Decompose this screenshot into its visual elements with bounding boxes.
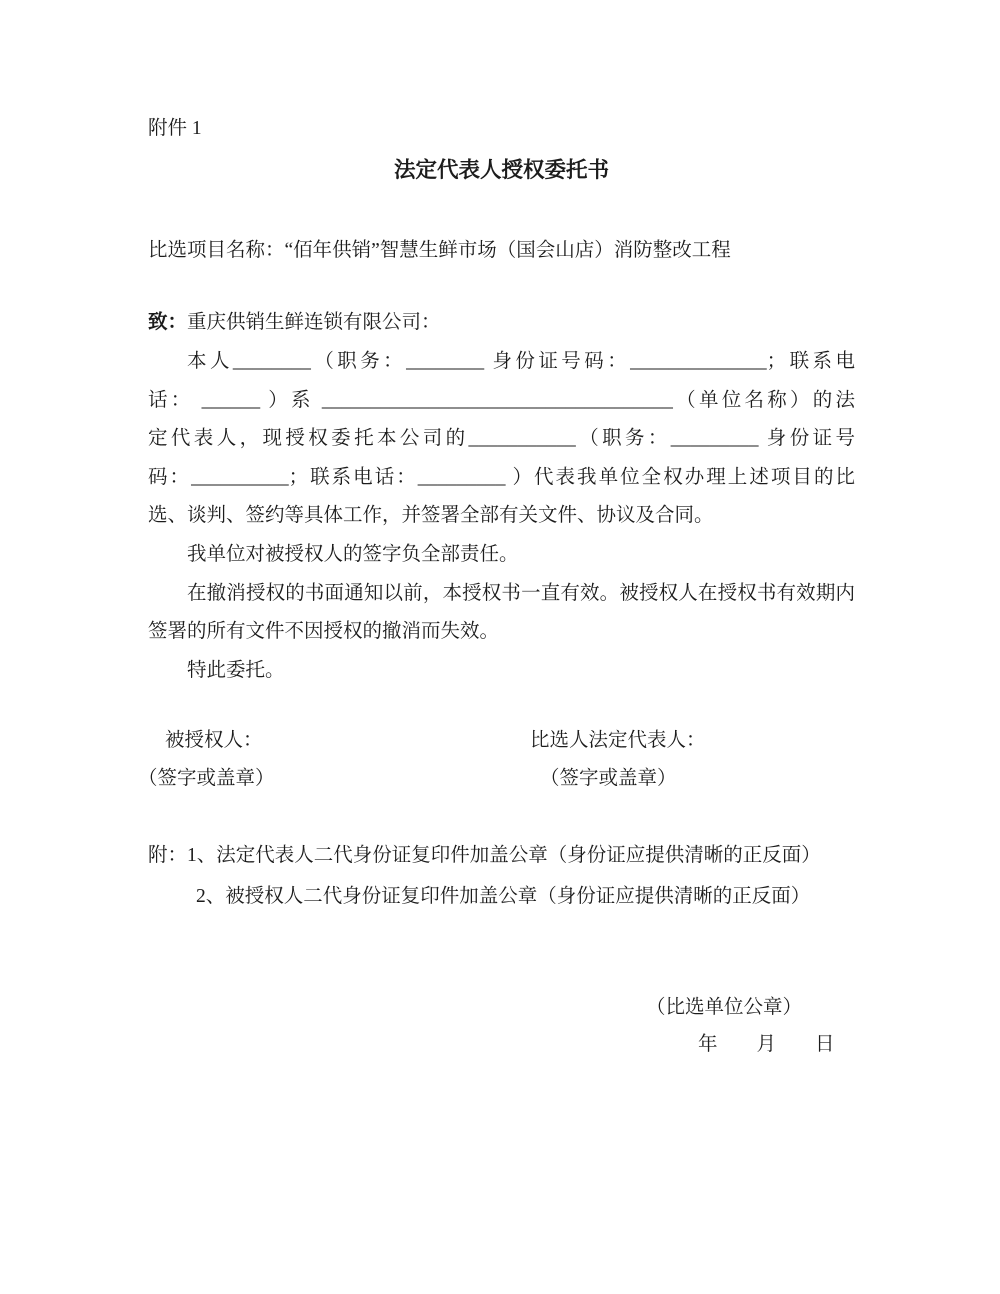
authorized-person-signature-note: （签字或盖章） [138, 768, 275, 790]
date-line: 年 月 日 [698, 1034, 835, 1056]
body-line: 在撤消授权的书面通知以前，本授权书一直有效。被授权人在授权书有效期内 [187, 582, 855, 604]
body-line: 定代表人，现授权委托本公司的___________（职务：_________ 身份证号 [148, 428, 855, 450]
body-line: 选、谈判、签约等具体工作，并签署全部有关文件、协议及合同。 [148, 505, 714, 527]
signature-block [138, 722, 855, 792]
stamp-note: （比选单位公章） [646, 997, 803, 1019]
attachment-notes [148, 835, 855, 917]
body-line: 我单位对被授权人的签字负全部责任。 [187, 543, 519, 565]
project-name-line: 比选项目名称：“佰年供销”智慧生鲜市场（国会山店）消防整改工程 [148, 240, 731, 261]
body-line: 本人________（职务：________ 身份证号码：______________；联系电 [187, 351, 855, 372]
legal-representative-signature-note: （签字或盖章） [540, 768, 677, 790]
salutation-company: 重庆供销生鲜连锁有限公司： [187, 312, 441, 333]
note-line-1: 附：1、法定代表人二代身份证复印件加盖公章（身份证应提供清晰的正反面） [148, 845, 821, 867]
body-line: 签署的所有文件不因授权的撤消而失效。 [148, 621, 500, 643]
legal-representative-label: 比选人法定代表人： [530, 730, 706, 752]
body-line: 特此委托。 [187, 659, 285, 681]
salutation-line [148, 311, 855, 335]
body-line: 码：__________；联系电话：_________ ）代表我单位全权办理上述项目的比 [148, 466, 855, 488]
authorized-person-label: 被授权人： [165, 730, 263, 752]
body-line: 话： ______ ）系 ____________________________________（单位名称）的法 [148, 389, 855, 411]
note-line-2: 2、被授权人二代身份证复印件加盖公章（身份证应提供清晰的正反面） [196, 886, 811, 908]
salutation-prefix: 致： [148, 312, 188, 333]
body-paragraph [148, 343, 855, 690]
attachment-label: 附件 1 [148, 118, 202, 139]
document-title: 法定代表人授权委托书 [393, 158, 609, 182]
